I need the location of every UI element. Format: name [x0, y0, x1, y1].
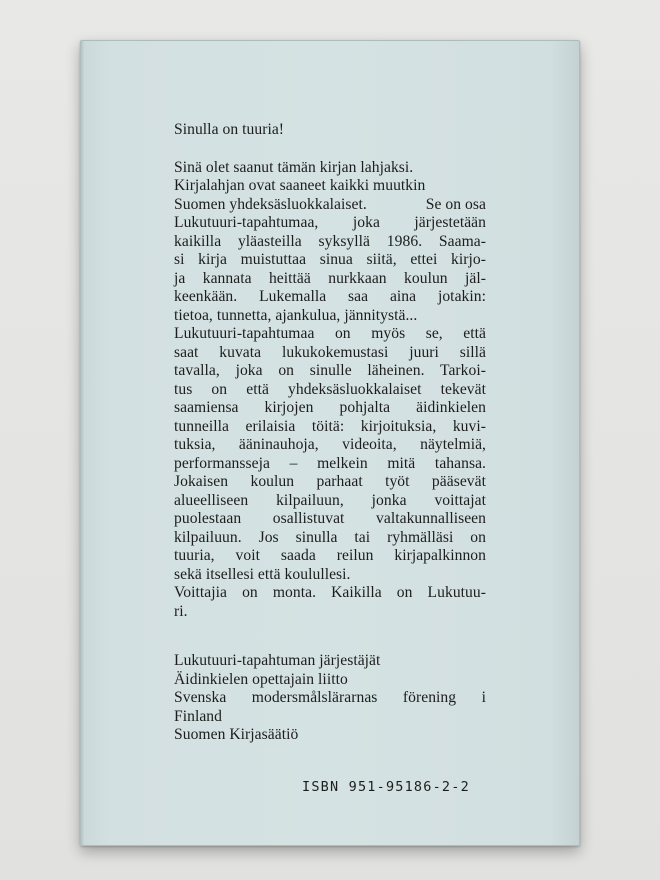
body-line: sekä itsellesi että koulullesi.	[174, 565, 351, 583]
body-line: Voittajia on monta. Kaikilla on Lukutuu-	[174, 584, 486, 601]
body-line	[174, 196, 486, 215]
organizer: Finland	[174, 707, 222, 725]
body-line: tunneilla erilaisia töitä: kirjoituksia, kuvi-	[174, 417, 486, 435]
body-line: kaikilla yläasteilla syksyllä 1986. Saama-	[174, 232, 486, 250]
body-line: tus on että yhdeksäsluokkalaiset tekevät	[174, 380, 486, 398]
body-line: saat kuvata lukukokemustasi juuri sillä	[174, 343, 486, 361]
body-line: ri.	[174, 602, 188, 620]
body-line: keenkään. Lukemalla saa aina jotakin:	[174, 288, 486, 305]
body-line: tietoa, tunnetta, ajankulua, jännitystä...	[174, 306, 418, 324]
body-line: performansseja – melkein mitä tahansa.	[174, 454, 486, 472]
body-line: kilpailuun. Jos sinulla tai ryhmälläsi on	[174, 528, 486, 546]
body-line: saamiensa kirjojen pohjalta äidinkielen	[174, 399, 486, 416]
organizer: Suomen Kirjasäätiö	[174, 726, 299, 743]
body-line: si kirja muistuttaa sinua siitä, ettei kirjo-	[174, 251, 486, 268]
body-line: Lukutuuri-tapahtumaa on myös se, että	[174, 325, 486, 342]
isbn-number: ISBN 951-95186-2-2	[302, 779, 470, 795]
cover-text	[174, 121, 486, 745]
book-back-cover	[80, 40, 580, 846]
body-line: tuuria, voit saada reilun kirjapalkinnon	[174, 547, 486, 564]
body-line: Sinä olet saanut tämän kirjan lahjaksi.	[174, 158, 414, 176]
body-line: puolestaan osallistuvat valtakunnalliseen	[174, 510, 486, 527]
spacer	[174, 621, 486, 652]
body-line-part: Se on osa	[425, 195, 486, 213]
body-line: tavalla, joka on sinulle läheinen. Tarkoi-	[174, 362, 486, 379]
book-spine-edge	[81, 41, 85, 845]
organizers-heading: Lukutuuri-tapahtuman järjestäjät	[174, 652, 381, 669]
spacer	[174, 140, 486, 159]
body-line: tuksia, ääninauhoja, videoita, näytelmiä,	[174, 436, 486, 453]
organizer: Äidinkielen opettajain liitto	[174, 670, 348, 688]
body-line: ja kannata heittää nurkkaan koulun jäl-	[174, 269, 486, 287]
body-line: Kirjalahjan ovat saaneet kaikki muutkin	[174, 177, 426, 194]
body-line: alueelliseen kilpailuun, jonka voittajat	[174, 491, 486, 509]
body-line-part: Suomen yhdeksäsluokkalaiset.	[174, 195, 367, 213]
body-line: Jokaisen koulun parhaat työt pääsevät	[174, 473, 486, 490]
body-line: Lukutuuri-tapahtumaa, joka järjestetään	[174, 214, 486, 231]
organizer: Svenska modersmålslärarnas förening i	[174, 689, 486, 706]
greeting: Sinulla on tuuria!	[174, 121, 285, 138]
